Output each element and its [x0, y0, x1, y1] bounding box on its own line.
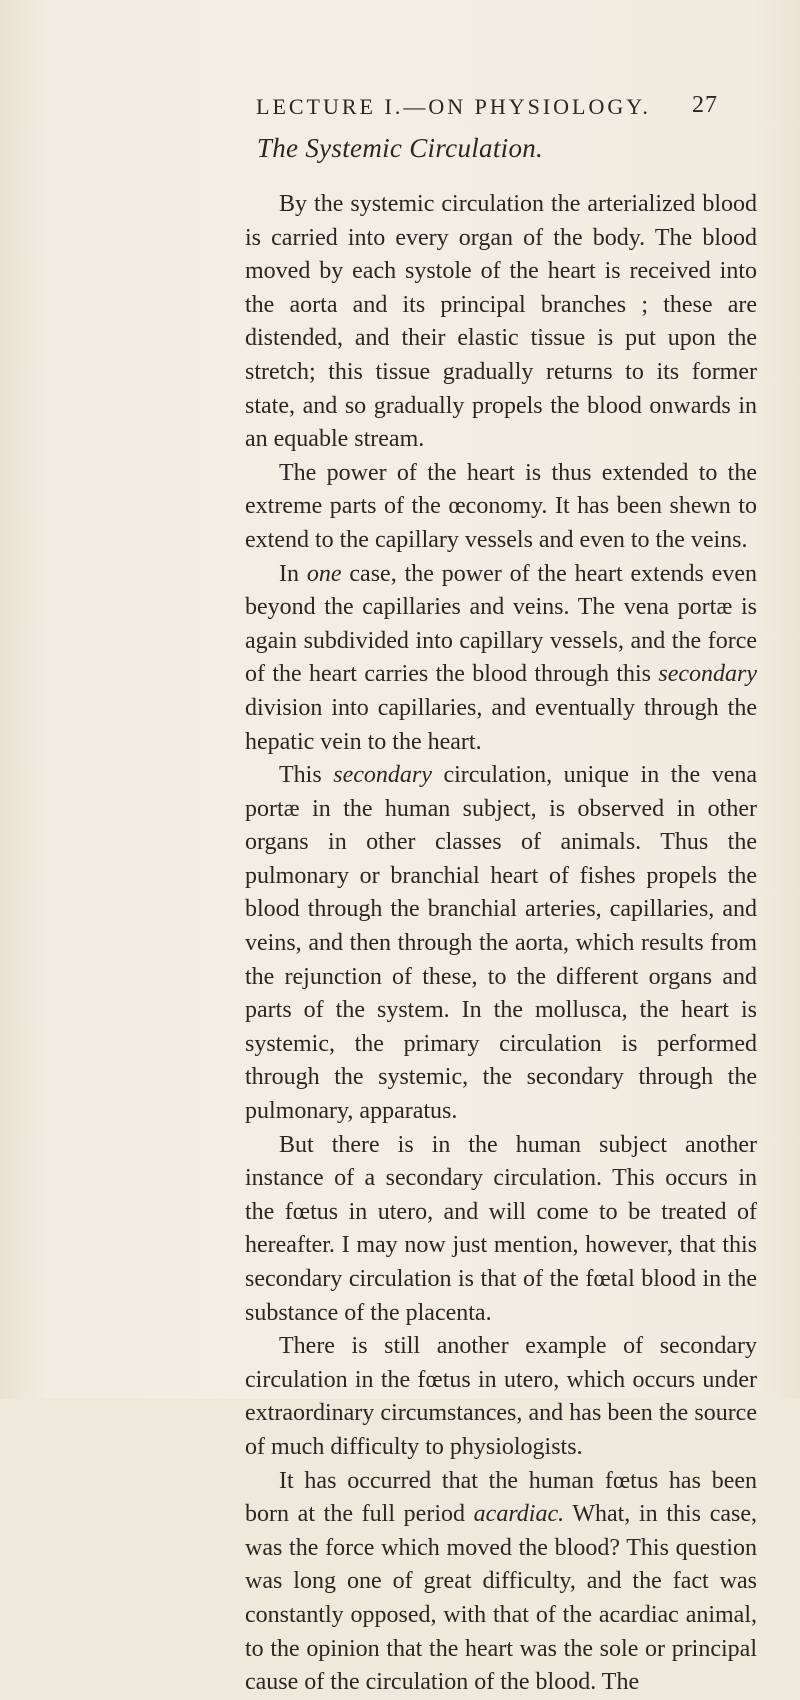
paragraph-text: case, the power of the heart extends even beyond the capillaries and veins. The vena portæ is again subdivided into capillary vessels, and the force of the heart carries the blood through this [245, 560, 757, 688]
paragraph-6 [245, 1330, 757, 1464]
paragraph-text: By the systemic circulation the arterialized blood is carried into every organ of the body. The blood moved by each systole of the heart is received into the aorta and its principal branches ; these are distended, and their elastic tissue is put upon the stretch; this tissue gradually returns to its former state, and so gradually propels the blood onwards in an equable stream. [245, 191, 757, 453]
page-number: 27 [692, 92, 718, 118]
paragraph-text: This [279, 762, 334, 789]
paragraph-text: It has occurred that the human fœtus has been born at the full period [245, 1467, 757, 1528]
paragraph-7 [245, 1465, 757, 1700]
paragraph-3 [245, 558, 757, 760]
paragraph-text: circulation, unique in the vena portæ in the human subject, is observed in other organs in other classes of animals. Thus the pulmonary or branchial heart of fishes propels the blood through the branchial arteries, capillaries, and veins, and then through the aorta, which results from the rejunction of these, to the different organs and parts of the system. In the mollusca, the heart is systemic, the primary circulation is performed through the systemic, the secondary through the pulmonary, apparatus. [245, 762, 758, 1125]
paragraph-text: In [279, 560, 307, 587]
paragraph-4 [245, 759, 757, 1129]
paragraph-text: What, in this case, was the force which moved the blood? This question was long one of great difficulty, and the fact was constantly opposed, with that of the acardiac animal, to the opinion that the heart was the sole or principal cause of the circulation of the blood. The [245, 1501, 757, 1696]
paragraph-1 [245, 188, 757, 457]
running-title: LECTURE I.—ON PHYSIOLOGY. [256, 94, 651, 119]
paragraph-text: division into capillaries, and eventually through the hepatic vein to the heart. [245, 694, 757, 755]
italic-term: secondary [333, 762, 432, 789]
running-header [256, 94, 718, 124]
paragraph-text: The power of the heart is thus extended to the extreme parts of the œconomy. It has been shewn to extend to the capillary vessels and even to the veins. [245, 459, 757, 553]
italic-term: acardiac. [473, 1501, 565, 1528]
paragraph-text: But there is in the human subject another instance of a secondary circulation. This occurs in the fœtus in utero, and will come to be treated of hereafter. I may now just mention, however, that this secondary circulation is that of the fœtal blood in the substance of the placenta. [245, 1131, 757, 1326]
paragraph-2 [245, 457, 757, 558]
paragraph-5 [245, 1129, 757, 1331]
italic-term: secondary [658, 661, 757, 688]
body-text [245, 188, 757, 1700]
italic-term: one [306, 560, 342, 587]
section-heading: The Systemic Circulation. [256, 133, 544, 163]
paragraph-text: There is still another example of secondary circulation in the fœtus in utero, which occurs under extraordinary circumstances, and has been the source of much difficulty to physiologists. [245, 1333, 757, 1460]
